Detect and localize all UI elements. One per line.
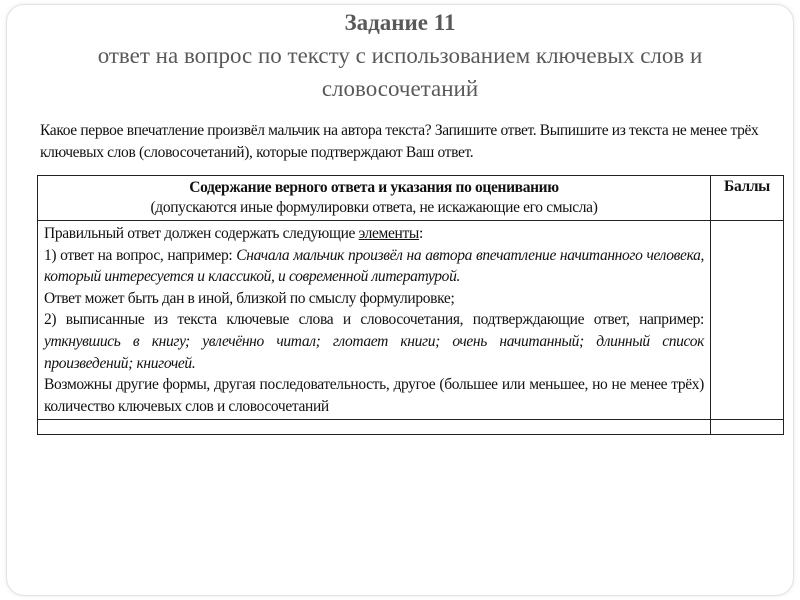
table-row [38,221,784,420]
criteria-header-title: Содержание верного ответа и указания по оцениванию [189,179,559,196]
task-number-heading: Задание 11 [344,10,456,35]
slide-title [0,6,800,105]
table-row-cut [38,420,784,435]
task-question: Какое первое впечатление произвёл мальчик на автора текста? Запишите ответ. Выпишите из текста не менее трёх ключевых слов (словосочетаний), которые подтверждают Ваш ответ. [40,122,759,161]
intro-underlined: элементы [358,225,419,242]
table-header-row [38,176,784,221]
item2-prefix: 2) выписанные из текста ключевые слова и словосочетания, подтверждающие ответ, например: [44,311,704,329]
intro-text: Правильный ответ должен содержать следующие [44,225,356,242]
item1-prefix: 1) ответ на вопрос, например: [44,246,233,264]
item1-example: Сначала мальчик произвёл на автора впечатление начитанного человека, который интересуется и классикой, и современной литературой. [44,246,705,286]
subtitle-line-2: словосочетаний [321,76,479,101]
item2-example: уткнувшись в книгу; увлечённо читал; глотает книги; очень начитанный; длинный список произведений; книгочей. [44,332,704,372]
points-cell [711,221,784,420]
subtitle-line-1: ответ на вопрос по тексту с использованием ключевых слов и [97,43,703,68]
criteria-header-note: (допускаются иные формулировки ответа, не искажающие его смысла) [150,199,598,216]
intro-end: : [418,225,423,242]
points-header: Баллы [711,176,784,221]
scanned-task-image [30,112,790,452]
criteria-content [38,221,711,420]
note-text: Ответ может быть дан в иной, близкой по смыслу формулировке; [44,289,455,307]
criteria-header [38,176,711,221]
closing-text: Возможны другие формы, другая последовательность, другое (большее или меньшее, но не менее трёх) количество ключевых слов и словосочетаний [44,376,704,415]
grading-table [37,175,784,435]
